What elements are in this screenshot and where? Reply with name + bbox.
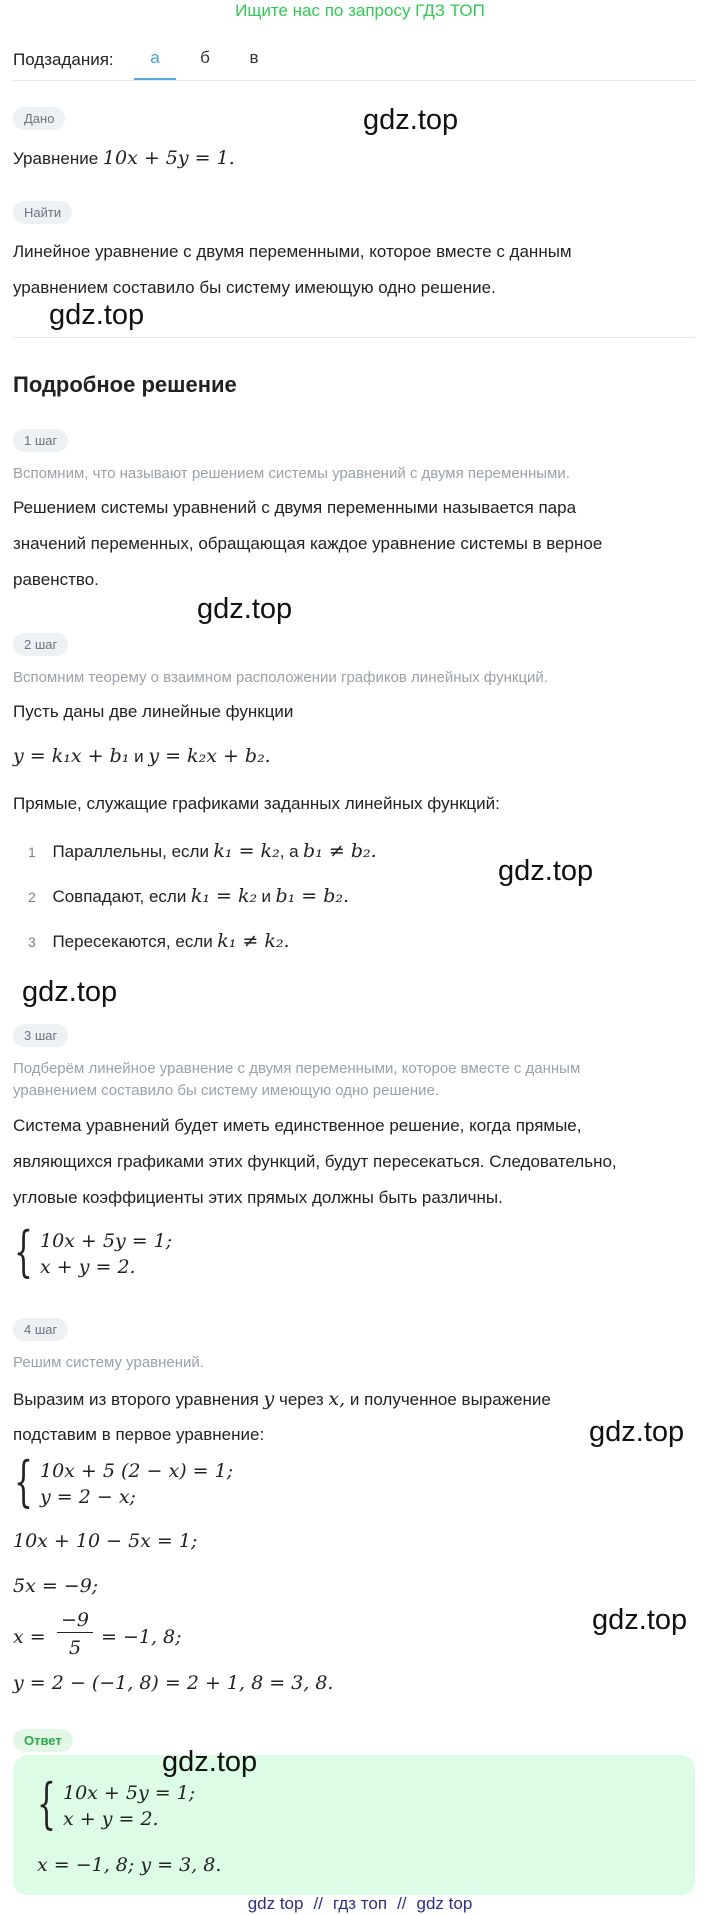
footer-separator: // [397, 1894, 407, 1913]
system-eq-2: y = 2 − x; [40, 1486, 136, 1508]
step-1-hint: Вспомним, что называют решением системы уравнений с двумя переменными. [13, 465, 570, 482]
watermark: gdz.top [162, 1746, 258, 1778]
given-text: Уравнение 10x + 5y = 1. [13, 147, 235, 169]
watermark: gdz.top [363, 104, 459, 136]
watermark: gdz.top [592, 1604, 688, 1636]
step-3-hint-1: Подберём линейное уравнение с двумя переменными, которое вместе с данным [13, 1060, 581, 1077]
solution-heading: Подробное решение [13, 372, 237, 397]
step-4-hint: Решим систему уравнений. [13, 1354, 204, 1371]
find-line-1: Линейное уравнение с двумя переменными, которое вместе с данным [13, 242, 572, 261]
given-chip: Дано [13, 107, 65, 130]
step-4-eq-2: 5x = −9; [13, 1575, 99, 1597]
system-brace: { [37, 1772, 56, 1835]
watermark: gdz.top [498, 855, 594, 887]
footer-separator: // [313, 1894, 323, 1913]
watermark: gdz.top [49, 299, 145, 331]
step-3-chip: 3 шаг [13, 1024, 68, 1047]
footer-link[interactable]: gdz top [247, 1894, 304, 1913]
step-2-line-1: Пусть даны две линейные функции [13, 702, 294, 721]
watermark: gdz.top [22, 976, 118, 1008]
answer-eq-1: 10x + 5y = 1; [63, 1782, 196, 1804]
system-eq-1: 10x + 5 (2 − x) = 1; [40, 1460, 234, 1482]
find-chip: Найти [13, 201, 72, 224]
list-item: 2 Совпадают, если k₁ = k₂ и b₁ = b₂. [28, 885, 350, 907]
find-line-2: уравнением составило бы систему имеющую одно решение. [13, 278, 496, 297]
step-3-hint-2: уравнением составило бы систему имеющую одно решение. [13, 1082, 440, 1099]
step-4-eq-1: 10x + 10 − 5x = 1; [13, 1530, 198, 1552]
footer-link[interactable]: гдз топ [332, 1894, 388, 1913]
subtasks-label: Подзадания: [13, 50, 114, 69]
step-1-line-2: значений переменных, обращающая каждое уравнение системы в верное [13, 534, 603, 553]
step-4-line-1: Выразим из второго уравнения y через x, и полученное выражение [13, 1388, 551, 1410]
step-3-line-1: Система уравнений будет иметь единственное решение, когда прямые, [13, 1116, 582, 1135]
system-brace: { [14, 1220, 33, 1283]
footer-link[interactable]: gdz top [416, 1894, 473, 1913]
system-eq-2: x + y = 2. [40, 1256, 136, 1278]
footer-links [0, 1894, 720, 1914]
answer-chip: Ответ [13, 1729, 73, 1752]
step-1-chip: 1 шаг [13, 429, 68, 452]
tab-a[interactable]: а [150, 48, 160, 67]
step-2-line-2: Прямые, служащие графиками заданных линейных функций: [13, 794, 500, 813]
system-eq-1: 10x + 5y = 1; [40, 1230, 173, 1252]
list-item: 3 Пересекаются, если k₁ ≠ k₂. [28, 930, 290, 952]
tab-b[interactable]: б [200, 48, 210, 67]
step-2-hint: Вспомним теорему о взаимном расположении графиков линейных функций. [13, 669, 548, 686]
step-2-chip: 2 шаг [13, 633, 68, 656]
system-brace: { [14, 1450, 33, 1513]
divider [13, 80, 695, 81]
divider [13, 337, 695, 338]
step-3-line-3: угловые коэффициенты этих прямых должны быть различны. [13, 1188, 503, 1207]
step-1-line-1: Решением системы уравнений с двумя переменными называется пара [13, 498, 577, 517]
answer-eq-2: x + y = 2. [63, 1808, 159, 1830]
answer-final: x = −1, 8; y = 3, 8. [37, 1854, 222, 1876]
top-banner[interactable]: Ищите нас по запросу ГДЗ ТОП [235, 1, 485, 20]
step-4-line-2: подставим в первое уравнение: [13, 1425, 265, 1444]
step-4-eq-4: y = 2 − (−1, 8) = 2 + 1, 8 = 3, 8. [13, 1672, 334, 1694]
watermark: gdz.top [589, 1416, 685, 1448]
step-4-chip: 4 шаг [13, 1318, 68, 1341]
step-2-equations: y = k₁x + b₁ и y = k₂x + b₂. [13, 745, 271, 767]
tab-v[interactable]: в [249, 48, 259, 67]
watermark: gdz.top [197, 593, 293, 625]
step-1-line-3: равенство. [13, 570, 99, 589]
step-3-line-2: являющихся графиками этих функций, будут пересекаться. Следовательно, [13, 1152, 617, 1171]
list-item: 1 Параллельны, если k₁ = k₂, а b₁ ≠ b₂. [28, 840, 377, 862]
